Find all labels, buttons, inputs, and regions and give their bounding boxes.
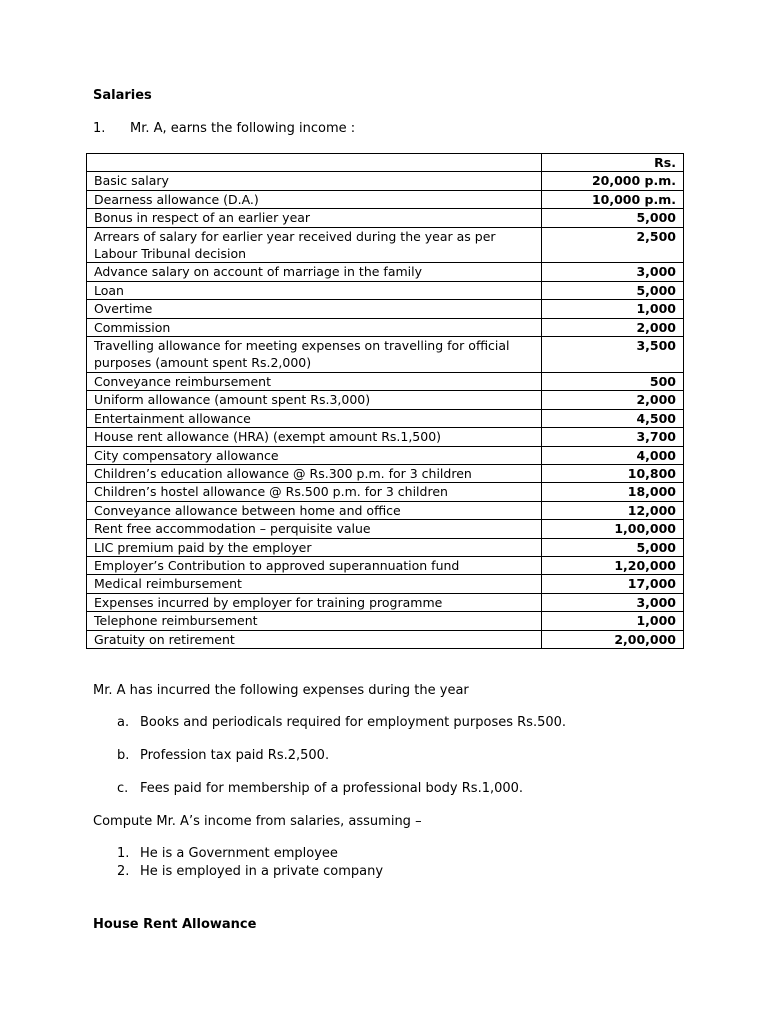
income-item-cell: Uniform allowance (amount spent Rs.3,000) <box>87 391 542 409</box>
income-amount-cell: 3,700 <box>542 428 684 446</box>
income-amount-cell: 20,000 p.m. <box>542 172 684 190</box>
header-item-cell <box>87 154 542 172</box>
assumption-1 <box>117 846 338 861</box>
table-row <box>87 300 684 318</box>
income-amount-cell: 17,000 <box>542 575 684 593</box>
expense-text: Fees paid for membership of a professional body Rs.1,000. <box>140 781 524 796</box>
income-item-cell: Advance salary on account of marriage in the family <box>87 263 542 281</box>
table-header-row <box>87 154 684 172</box>
income-amount-cell: 2,000 <box>542 391 684 409</box>
income-item-cell: City compensatory allowance <box>87 446 542 464</box>
table-row <box>87 520 684 538</box>
table-row <box>87 337 684 373</box>
income-item-cell: Medical reimbursement <box>87 575 542 593</box>
income-amount-cell: 1,00,000 <box>542 520 684 538</box>
income-item-cell: Telephone reimbursement <box>87 612 542 630</box>
table-row <box>87 190 684 208</box>
income-amount-cell: 18,000 <box>542 483 684 501</box>
assumption-mark: 2. <box>117 864 130 879</box>
income-amount-cell: 1,000 <box>542 300 684 318</box>
expense-item-a <box>117 715 566 730</box>
table-row <box>87 409 684 427</box>
table-row <box>87 428 684 446</box>
income-item-cell: House rent allowance (HRA) (exempt amount Rs.1,500) <box>87 428 542 446</box>
table-row <box>87 172 684 190</box>
income-amount-cell: 1,000 <box>542 612 684 630</box>
table-row <box>87 446 684 464</box>
table-row <box>87 575 684 593</box>
table-row <box>87 227 684 263</box>
table-row <box>87 281 684 299</box>
table-row <box>87 372 684 390</box>
income-item-cell: Children’s education allowance @ Rs.300 p.m. for 3 children <box>87 464 542 482</box>
income-amount-cell: 1,20,000 <box>542 556 684 574</box>
income-amount-cell: 2,000 <box>542 318 684 336</box>
income-item-cell: Arrears of salary for earlier year received during the year as per Labour Tribunal decision <box>87 227 542 263</box>
income-item-cell: Conveyance allowance between home and office <box>87 501 542 519</box>
section-heading-salaries: Salaries <box>93 88 152 103</box>
income-amount-cell: 2,500 <box>542 227 684 263</box>
income-item-cell: Rent free accommodation – perquisite value <box>87 520 542 538</box>
expense-text: Profession tax paid Rs.2,500. <box>140 748 330 763</box>
expense-mark: b. <box>117 748 130 763</box>
income-item-cell: Dearness allowance (D.A.) <box>87 190 542 208</box>
income-item-cell: Conveyance reimbursement <box>87 372 542 390</box>
income-item-cell: Overtime <box>87 300 542 318</box>
table-row <box>87 501 684 519</box>
compute-instruction: Compute Mr. A’s income from salaries, assuming – <box>93 814 422 829</box>
table-row <box>87 318 684 336</box>
income-amount-cell: 4,500 <box>542 409 684 427</box>
income-item-cell: Children’s hostel allowance @ Rs.500 p.m. for 3 children <box>87 483 542 501</box>
income-item-cell: Gratuity on retirement <box>87 630 542 648</box>
expense-item-b <box>117 748 329 763</box>
table-row <box>87 630 684 648</box>
income-item-cell: Loan <box>87 281 542 299</box>
table-row <box>87 556 684 574</box>
table-row <box>87 391 684 409</box>
table-row <box>87 593 684 611</box>
question-number: 1. <box>93 121 106 136</box>
income-amount-cell: 10,800 <box>542 464 684 482</box>
assumption-text: He is a Government employee <box>140 846 338 861</box>
table-row <box>87 538 684 556</box>
question-1 <box>93 121 355 136</box>
income-item-cell: Employer’s Contribution to approved superannuation fund <box>87 556 542 574</box>
income-amount-cell: 5,000 <box>542 281 684 299</box>
income-item-cell: Entertainment allowance <box>87 409 542 427</box>
income-amount-cell: 5,000 <box>542 209 684 227</box>
income-amount-cell: 3,500 <box>542 337 684 373</box>
income-amount-cell: 10,000 p.m. <box>542 190 684 208</box>
income-item-cell: LIC premium paid by the employer <box>87 538 542 556</box>
income-item-cell: Bonus in respect of an earlier year <box>87 209 542 227</box>
income-amount-cell: 500 <box>542 372 684 390</box>
income-item-cell: Travelling allowance for meeting expenses on travelling for official purposes (amount spent Rs.2,000) <box>87 337 542 373</box>
table-row <box>87 612 684 630</box>
table-row <box>87 263 684 281</box>
expense-item-c <box>117 781 523 796</box>
header-amount-cell: Rs. <box>542 154 684 172</box>
assumption-text: He is employed in a private company <box>140 864 384 879</box>
assumption-mark: 1. <box>117 846 130 861</box>
income-amount-cell: 4,000 <box>542 446 684 464</box>
income-amount-cell: 3,000 <box>542 263 684 281</box>
expense-mark: c. <box>117 781 129 796</box>
section-heading-house-rent-allowance: House Rent Allowance <box>93 917 257 932</box>
expenses-intro: Mr. A has incurred the following expenses during the year <box>93 683 469 698</box>
income-amount-cell: 3,000 <box>542 593 684 611</box>
income-item-cell: Basic salary <box>87 172 542 190</box>
income-item-cell: Commission <box>87 318 542 336</box>
income-amount-cell: 5,000 <box>542 538 684 556</box>
expense-text: Books and periodicals required for employment purposes Rs.500. <box>140 715 567 730</box>
income-item-cell: Expenses incurred by employer for training programme <box>87 593 542 611</box>
table-row <box>87 483 684 501</box>
assumption-2 <box>117 864 383 879</box>
income-amount-cell: 2,00,000 <box>542 630 684 648</box>
expense-mark: a. <box>117 715 130 730</box>
table-row <box>87 209 684 227</box>
income-amount-cell: 12,000 <box>542 501 684 519</box>
table-row <box>87 464 684 482</box>
income-table <box>86 153 684 649</box>
question-text: Mr. A, earns the following income : <box>130 121 356 136</box>
